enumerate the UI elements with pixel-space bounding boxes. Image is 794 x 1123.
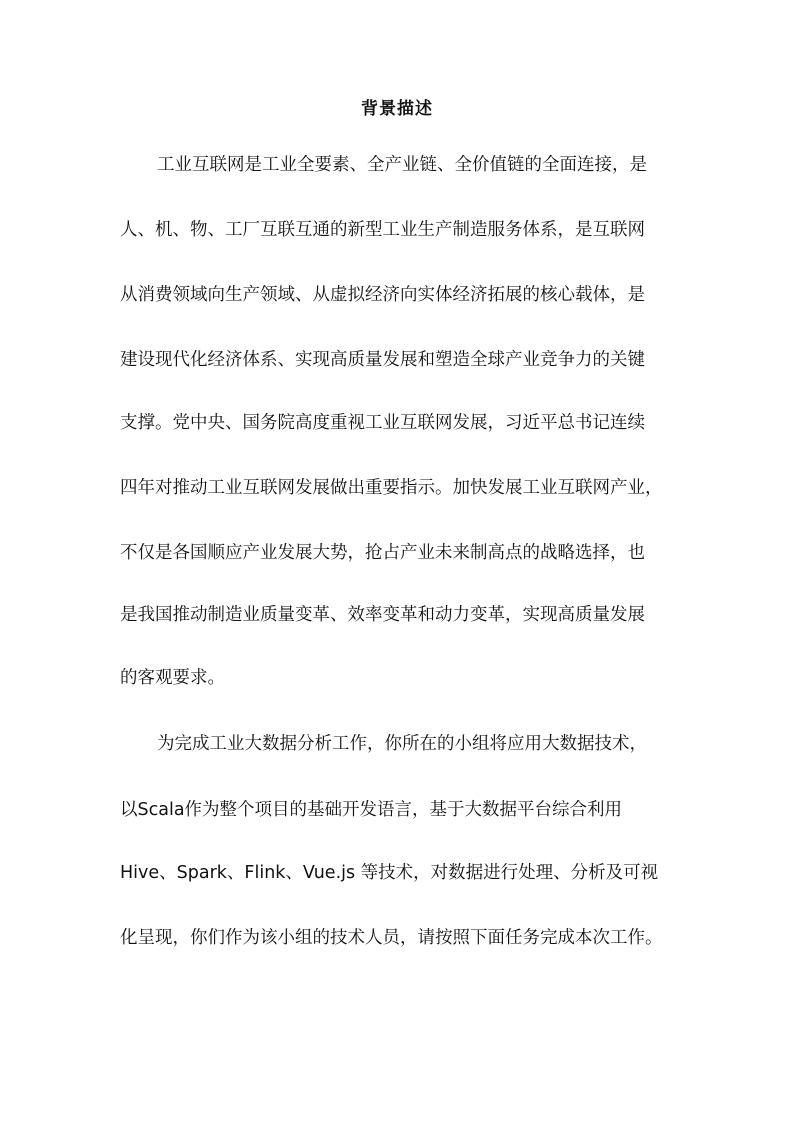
paragraph-2-line-3: Hive、Spark、Flink、Vue.js 等技术，对数据进行处理、分析及可视 (120, 863, 659, 883)
paragraph-1-line-3: 从消费领域向生产领域、从虚拟经济向实体经济拓展的核心载体，是 (120, 285, 645, 305)
paragraph-1-line-9: 的客观要求。 (120, 668, 225, 688)
paragraph-1-line-5: 支撑。党中央、国务院高度重视工业互联网发展，习近平总书记连续 (120, 413, 645, 433)
paragraph-1-line-7: 不仅是各国顺应产业发展大势，抢占产业未来制高点的战略选择，也 (120, 543, 645, 563)
paragraph-2-line-4: 化呈现，你们作为该小组的技术人员，请按照下面任务完成本次工作。 (120, 928, 663, 948)
paragraph-1-line-4: 建设现代化经济体系、实现高质量发展和塑造全球产业竞争力的关键 (120, 350, 645, 370)
paragraph-1-line-6: 四年对推动工业互联网发展做出重要指示。加快发展工业互联网产业， (120, 478, 663, 498)
paragraph-1-line-8: 是我国推动制造业质量变革、效率变革和动力变革，实现高质量发展 (120, 605, 645, 625)
paragraph-2-line-1: 为完成工业大数据分析工作，你所在的小组将应用大数据技术， (157, 734, 647, 754)
paragraph-2-line-2: 以Scala作为整个项目的基础开发语言，基于大数据平台综合利用 (120, 800, 623, 820)
paragraph-1-line-1: 工业互联网是工业全要素、全产业链、全价值链的全面连接，是 (157, 155, 647, 175)
document-title: 背景描述 (361, 99, 433, 119)
paragraph-1-line-2: 人、机、物、工厂互联互通的新型工业生产制造服务体系，是互联网 (120, 220, 645, 240)
